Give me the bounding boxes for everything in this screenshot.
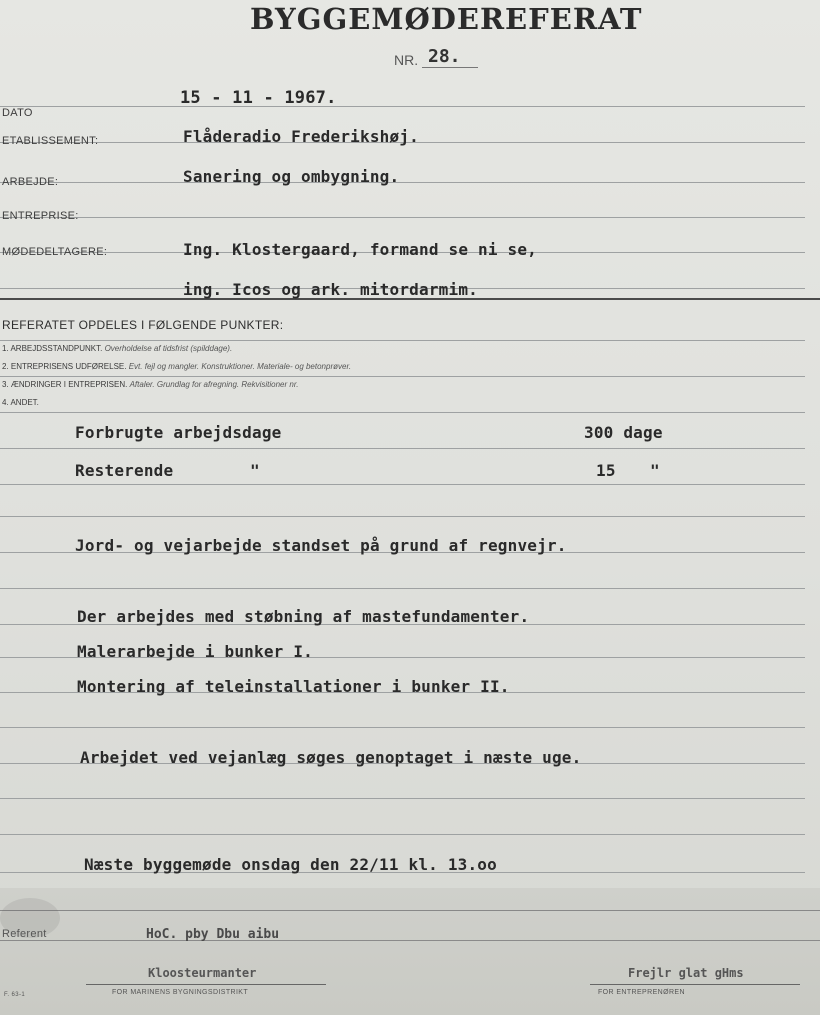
point-1: 1. ARBEJDSSTANDPUNKT. Overholdelse af tidsfrist (spilddage). xyxy=(2,344,233,353)
rule-line xyxy=(0,412,805,413)
left-caption: FOR MARINENS BYGNINGSDISTRIKT xyxy=(112,989,249,996)
rule-line xyxy=(0,516,805,517)
signature-area xyxy=(0,888,820,1015)
work-value: Sanering og ombygning. xyxy=(183,167,400,186)
body-line-4: Montering af teleinstallationer i bunker II. xyxy=(77,677,510,696)
body-line-6: Næste byggemøde onsdag den 22/11 kl. 13.oo xyxy=(84,855,497,874)
form-title: BYGGEMØDEREFERAT xyxy=(250,2,643,36)
body-line-1: Jord- og vejarbejde standset på grund af regnvejr. xyxy=(75,536,567,555)
form-code: F. 63-1 xyxy=(4,992,26,998)
left-stamp: Kloosteurmanter xyxy=(148,966,257,980)
right-stamp: Frejlr glat gHms xyxy=(628,966,744,980)
number-label: NR. xyxy=(394,52,419,68)
right-caption: FOR ENTREPRENØREN xyxy=(598,989,685,996)
number-value: 28. xyxy=(428,46,461,67)
work-label: ARBEJDE: xyxy=(2,176,59,188)
remaining-value: 15 xyxy=(596,461,616,480)
rule-line xyxy=(0,940,820,941)
rule-line xyxy=(0,448,805,449)
participants-value: Ing. Klostergaard, formand se ni se, xyxy=(183,240,537,259)
participants-label: MØDEDELTAGERE: xyxy=(2,246,108,258)
rule-line xyxy=(0,727,805,728)
rule-line xyxy=(0,484,805,485)
number-underline xyxy=(422,67,478,68)
rule-line xyxy=(0,798,805,799)
rule-line xyxy=(0,182,805,183)
body-line-2: Der arbejdes med støbning af mastefundamenter. xyxy=(77,607,530,626)
signature-line-right xyxy=(590,984,800,985)
rule-line xyxy=(0,910,820,911)
point-2: 2. ENTREPRISENS UDFØRELSE. Evt. fejl og mangler. Konstruktioner. Materiale- og betonprøver. xyxy=(2,362,352,371)
remaining-label: Resterende xyxy=(75,461,174,480)
rule-line xyxy=(0,217,805,218)
contract-label: ENTREPRISE: xyxy=(2,210,79,222)
remaining-unit-ditto: " xyxy=(650,461,660,480)
points-header: REFERATET OPDELES I FØLGENDE PUNKTER: xyxy=(2,318,284,332)
date-value: 15 - 11 - 1967. xyxy=(180,88,337,108)
rule-line xyxy=(0,588,805,589)
referent-label: Referent xyxy=(2,928,47,940)
point-3: 3. ÆNDRINGER I ENTREPRISEN. Aftaler. Grundlag for afregning. Rekvisitioner nr. xyxy=(2,380,299,389)
date-label: DATO xyxy=(2,107,33,119)
establishment-label: ETABLISSEMENT: xyxy=(2,135,99,147)
used-days-value: 300 dage xyxy=(584,423,663,442)
rule-line xyxy=(0,106,805,107)
remaining-ditto: " xyxy=(250,461,260,480)
establishment-value: Flåderadio Frederikshøj. xyxy=(183,127,419,146)
referent-signature: HoC. pby Dbu aibu xyxy=(146,927,280,942)
rule-line xyxy=(0,834,805,835)
body-line-5: Arbejdet ved vejanlæg søges genoptaget i næste uge. xyxy=(80,748,582,767)
body-line-3: Malerarbejde i bunker I. xyxy=(77,642,313,661)
rule-line xyxy=(0,376,805,377)
participants-value-2: ing. Icos og ark. mitordarmim. xyxy=(183,280,478,299)
rule-line xyxy=(0,340,805,341)
point-4: 4. ANDET. xyxy=(2,398,39,407)
signature-line-left xyxy=(86,984,326,985)
used-days-label: Forbrugte arbejdsdage xyxy=(75,423,282,442)
